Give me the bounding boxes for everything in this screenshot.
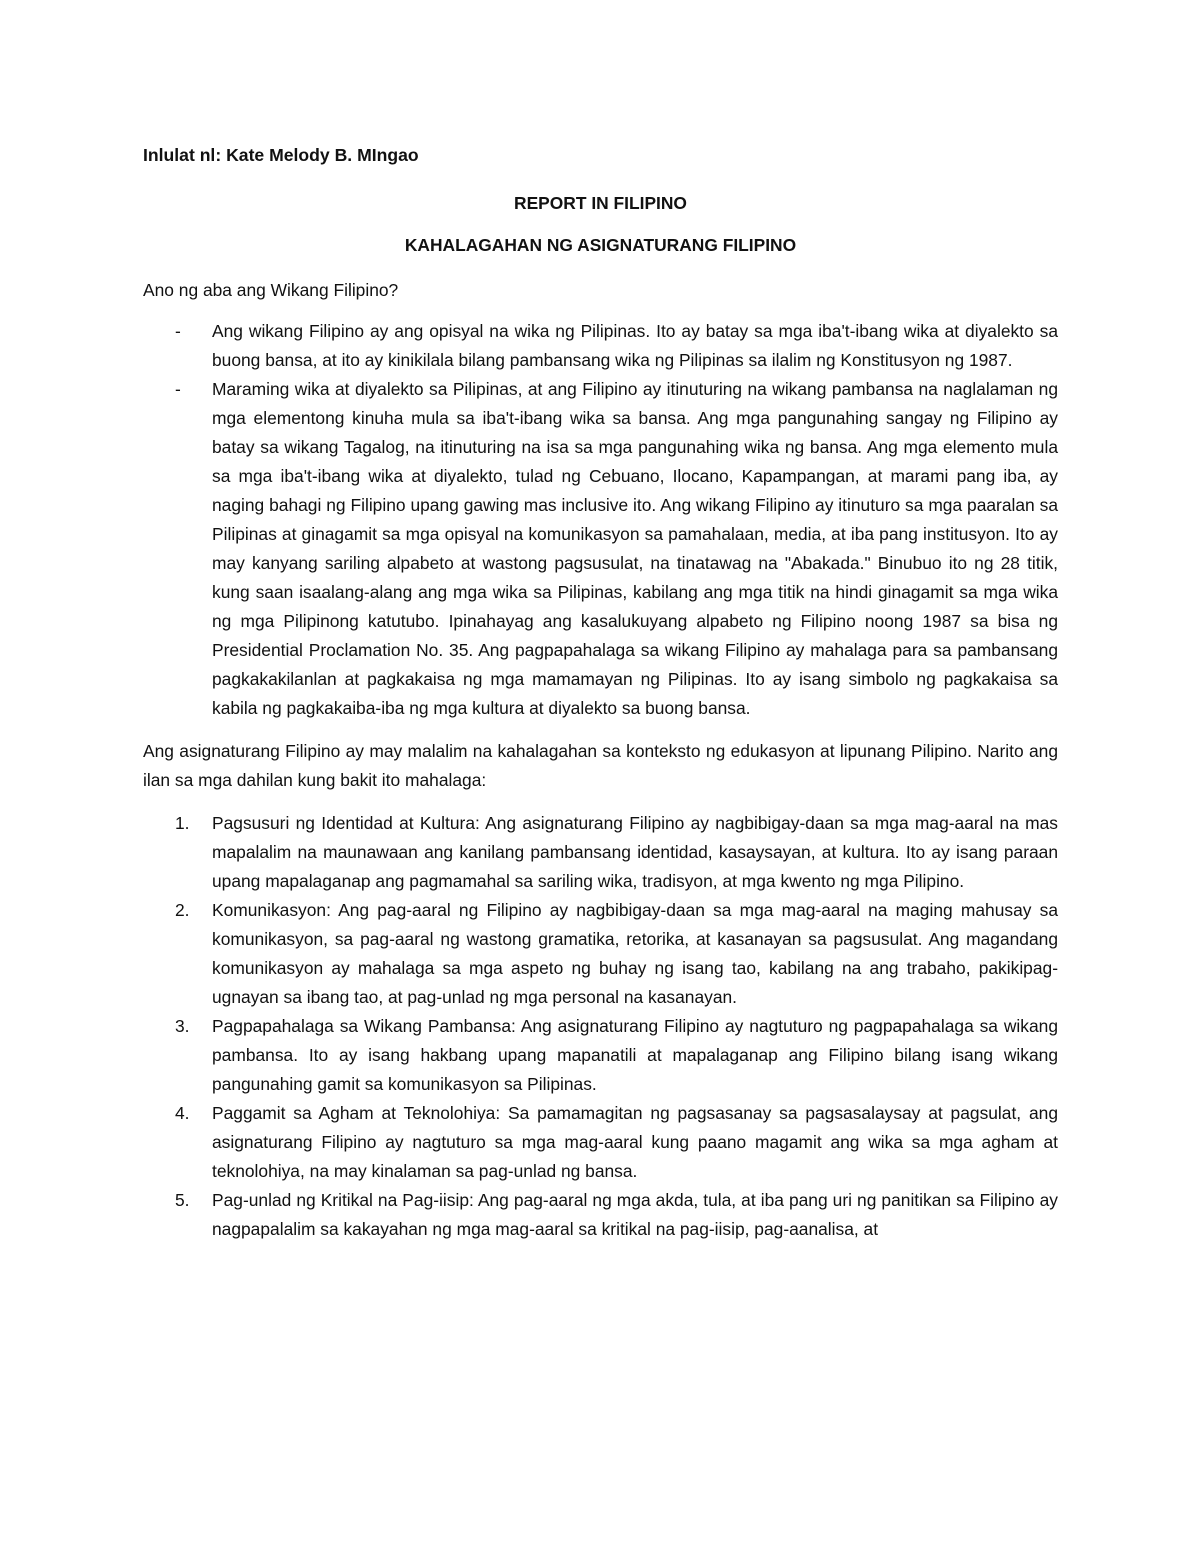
numbered-item-text: Paggamit sa Agham at Teknolohiya: Sa pamamagitan ng pagsasanay sa pagsasalaysay at pagsulat, ang asignaturang Filipino ay nagtuturo sa mga mag-aaral kung paano magamit ang wika sa mga agham at teknolohiya, na may kinalaman sa pag-unlad ng bansa. bbox=[212, 1103, 1058, 1181]
numbered-list-item bbox=[143, 809, 1058, 896]
dash-list bbox=[143, 317, 1058, 723]
numbered-list-item bbox=[143, 1186, 1058, 1244]
numbered-item-text: Pagsusuri ng Identidad at Kultura: Ang asignaturang Filipino ay nagbibigay-daan sa mga mag-aaral na mas mapalalim na maunawaan ang kanilang pambansang identidad, kasaysayan, at kultura. Ito ay isang paraan upang mapalaganap ang pagmamahal sa sariling wika, tradisyon, at mga kwento ng mga Pilipino. bbox=[212, 813, 1058, 891]
numbered-list-item bbox=[143, 1099, 1058, 1186]
author-line: Inlulat nl: Kate Melody B. MIngao bbox=[143, 145, 419, 165]
dash-bullet: - bbox=[175, 379, 181, 399]
dash-item-text: Ang wikang Filipino ay ang opisyal na wika ng Pilipinas. Ito ay batay sa mga iba't-ibang wika at diyalekto sa buong bansa, at ito ay kinikilala bilang pambansang wika ng Pilipinas sa ilalim ng Konstitusyon ng 1987. bbox=[212, 321, 1058, 370]
intro-paragraph: Ang asignaturang Filipino ay may malalim na kahalagahan sa konteksto ng edukasyon at lipunang Pilipino. Narito ang ilan sa mga dahilan kung bakit ito mahalaga: bbox=[143, 741, 1058, 790]
list-number: 1. bbox=[175, 813, 190, 833]
numbered-item-text: Komunikasyon: Ang pag-aaral ng Filipino ay nagbibigay-daan sa mga mag-aaral na maging mahusay sa komunikasyon, sa pag-aaral ng wastong gramatika, retorika, at kasanayan sa pagsusulat. Ang magandang komunikasyon ay mahalaga sa mga aspeto ng buhay ng isang tao, kabilang na ang trabaho, pakikipag-ugnayan sa ibang tao, at pag-unlad ng mga personal na kasanayan. bbox=[212, 900, 1058, 1007]
numbered-item-text: Pag-unlad ng Kritikal na Pag-iisip: Ang pag-aaral ng mga akda, tula, at iba pang uri ng panitikan sa Filipino ay nagpapalalim sa kakayahan ng mga mag-aaral sa kritikal na pag-iisip, pag-aanalisa, at bbox=[212, 1190, 1058, 1239]
numbered-item-text: Pagpapahalaga sa Wikang Pambansa: Ang asignaturang Filipino ay nagtuturo ng pagpapahalaga sa wikang pambansa. Ito ay isang hakbang upang mapanatili at mapalaganap ang Filipino bilang isang wikang pangunahing gamit sa komunikasyon sa Pilipinas. bbox=[212, 1016, 1058, 1094]
report-title: REPORT IN FILIPINO bbox=[514, 193, 687, 213]
list-number: 5. bbox=[175, 1190, 190, 1210]
numbered-list-item bbox=[143, 1012, 1058, 1099]
section-question: Ano ng aba ang Wikang Filipino? bbox=[143, 280, 399, 300]
numbered-list bbox=[143, 809, 1058, 1244]
numbered-list-item bbox=[143, 896, 1058, 1012]
list-number: 2. bbox=[175, 900, 190, 920]
dash-list-item bbox=[143, 317, 1058, 375]
report-subtitle: KAHALAGAHAN NG ASIGNATURANG FILIPINO bbox=[404, 235, 797, 255]
dash-list-item bbox=[143, 375, 1058, 723]
document-page bbox=[143, 140, 1058, 1244]
dash-item-text: Maraming wika at diyalekto sa Pilipinas, at ang Filipino ay itinuturing na wikang pambansa na naglalaman ng mga elementong kinuha mula sa iba't-ibang wika sa bansa. Ang mga pangunahing sangay ng Filipino ay batay sa wikang Tagalog, na itinuturing na isa sa mga pangunahing wika ng bansa. Ang mga elemento mula sa mga iba't-ibang wika at diyalekto, tulad ng Cebuano, Ilocano, Kapampangan, at marami pang iba, ay naging bahagi ng Filipino upang gawing mas inclusive ito. Ang wikang Filipino ay itinuturo sa mga paaralan sa Pilipinas at ginagamit sa mga opisyal na komunikasyon sa pamahalaan, media, at iba pang institusyon. Ito ay may kanyang sariling alpabeto at wastong pagsusulat, na tinatawag na "Abakada." Binubuo ito ng 28 titik, kung saan isaalang-alang ang mga wika sa Pilipinas, kabilang ang mga titik na hindi ginagamit sa mga wika ng mga Pilipinong katutubo. Ipinahayag ang kasalukuyang alpabeto ng Filipino noong 1987 sa bisa ng Presidential Proclamation No. 35. Ang pagpapahalaga sa wikang Filipino ay mahalaga para sa pambansang pagkakakilanlan at pagkakaisa ng mga mamamayan ng Pilipinas. Ito ay isang simbolo ng pagkakaisa sa kabila ng pagkakaiba-iba ng mga kultura at diyalekto sa buong bansa. bbox=[212, 379, 1058, 718]
list-number: 3. bbox=[175, 1016, 190, 1036]
dash-bullet: - bbox=[175, 321, 181, 341]
list-number: 4. bbox=[175, 1103, 190, 1123]
